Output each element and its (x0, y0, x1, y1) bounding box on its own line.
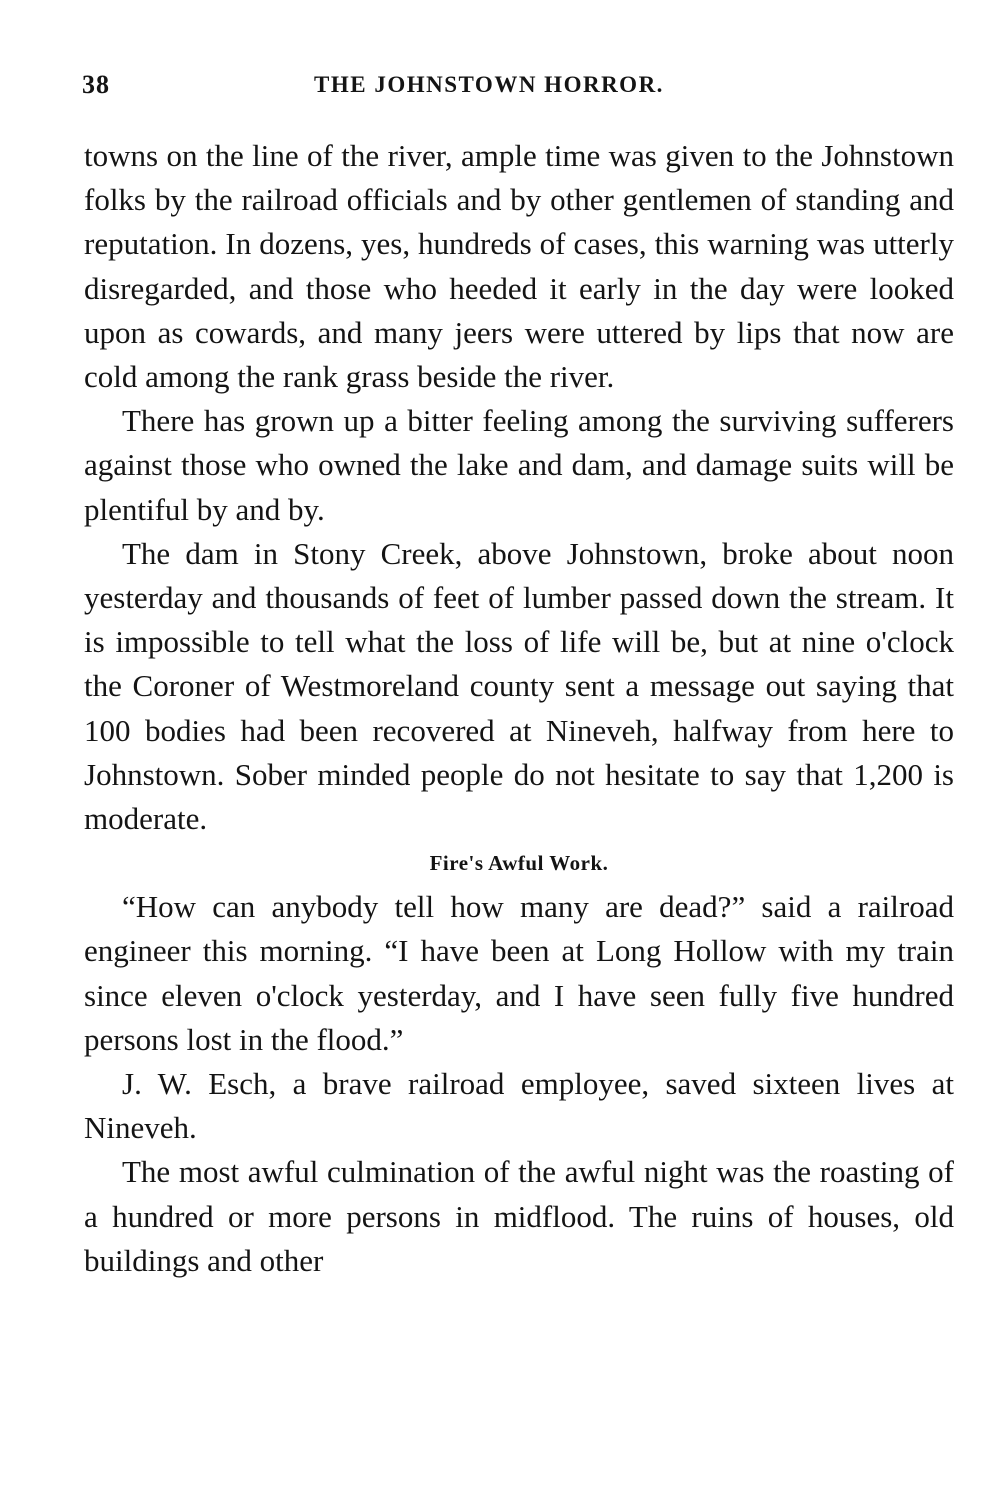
paragraph-stony-creek-dam: The dam in Stony Creek, above Johnstown, broke about noon yesterday and thousands of feet of lumber passed down the stream. It is impossible to tell what the loss of life will be, but at nine o'clock the Coroner of Westmoreland county sent a message out saying that 100 bodies had been recovered at Nineveh, halfway from here to Johnstown. Sober minded people do not hesitate to say that 1,200 is moderate. (84, 535, 954, 837)
paragraph-engineer-quote: “How can anybody tell how many are dead?” said a railroad engineer this morning. “I have been at Long Hollow with my train since eleven o'clock yesterday, and I have seen fully five hundred persons lost in the flood.” (84, 889, 954, 1057)
paragraph-culmination: The most awful culmination of the awful night was the roasting of a hundred or more persons in midflood. The ruins of houses, old buildings and other (84, 1154, 954, 1278)
paragraph-continued: towns on the line of the river, ample time was given to the Johnstown folks by the railroad officials and by other gentlemen of standing and reputation. In dozens, yes, hundreds of cases, this warning was utterly disregarded, and those who heeded it early in the day were looked upon as cowards, and many jeers were uttered by lips that now are cold among the rank grass beside the river. (84, 138, 954, 395)
running-header (82, 70, 952, 110)
paragraph-bitter-feeling: There has grown up a bitter feeling among the surviving sufferers against those who owned the lake and dam, and damage suits will be plentiful by and by. (84, 403, 954, 527)
section-heading: Fire's Awful Work. (429, 851, 609, 876)
paragraph-esch: J. W. Esch, a brave railroad employee, saved sixteen lives at Nineveh. (84, 1066, 954, 1146)
body-text (84, 134, 954, 1283)
page-number: 38 (82, 70, 110, 99)
book-title: THE JOHNSTOWN HORROR. (314, 72, 664, 97)
